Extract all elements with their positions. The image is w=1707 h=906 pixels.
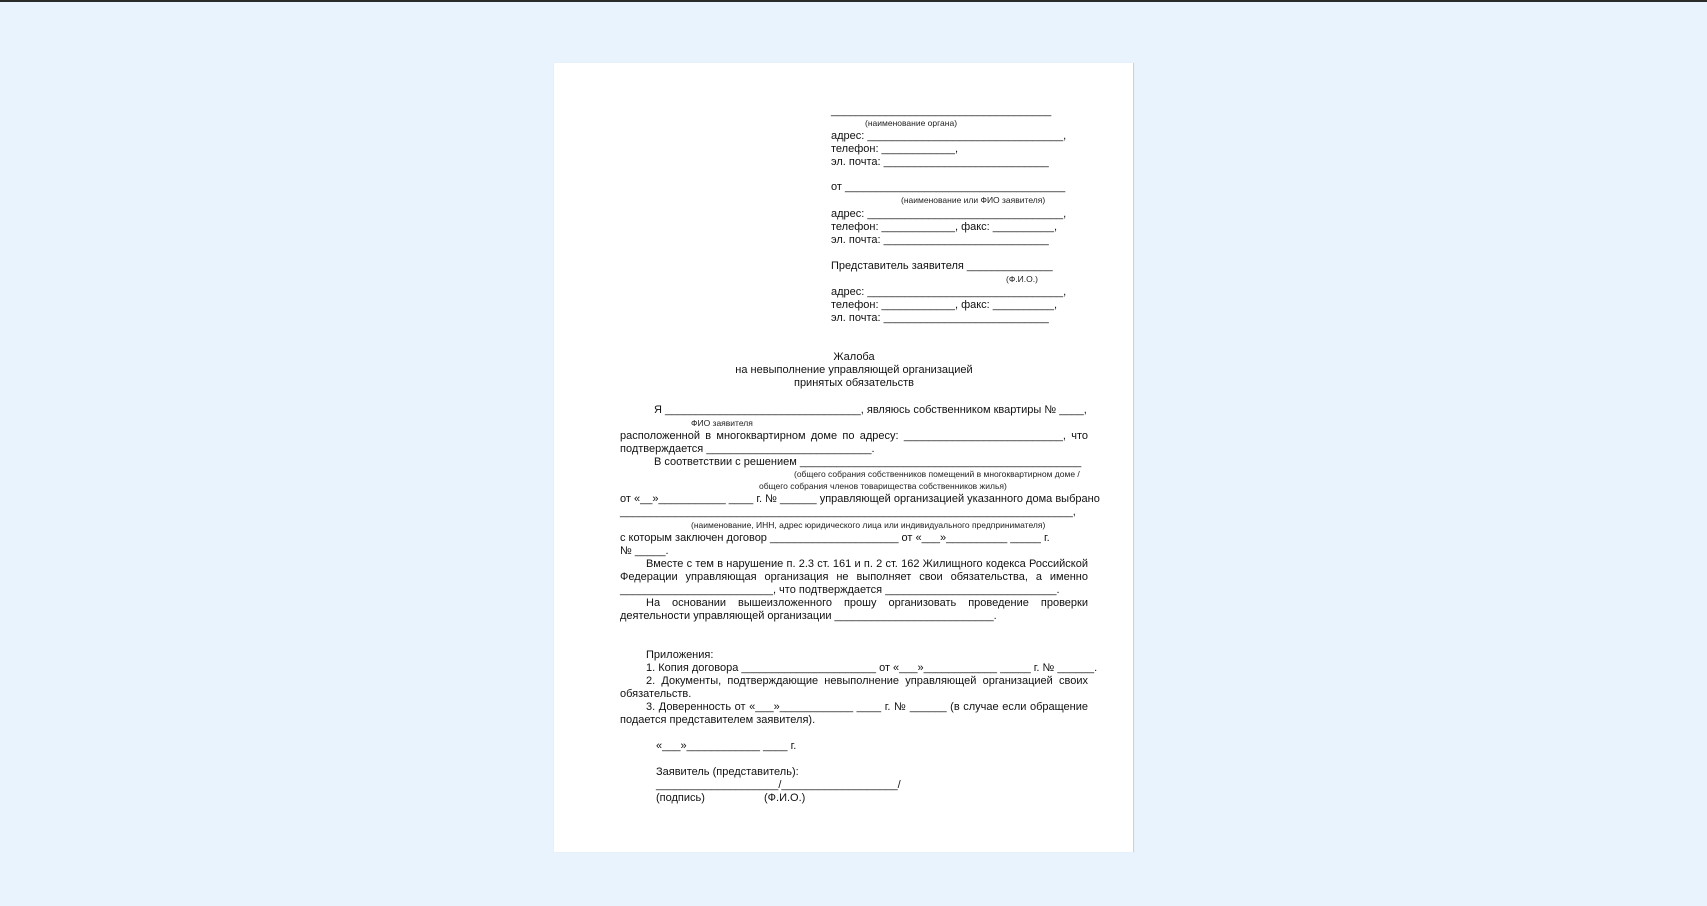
attachments-heading: Приложения:: [646, 649, 714, 661]
p1-line-3: подтверждается ___________________________.: [620, 443, 875, 455]
applicant-email: эл. почта: ___________________________: [831, 234, 1049, 246]
signature-label: (подпись): [656, 792, 705, 804]
attachment-item-2: 2. Документы, подтверждающие невыполнение управляющей организацией своих: [646, 675, 1088, 687]
window-top-border: [0, 0, 1707, 2]
p2-decision-hint-2: общего собрания членов товарищества собственников жилья): [759, 481, 1007, 491]
p4-line-2: деятельности управляющей организации __________________________.: [620, 610, 997, 622]
signature-who: Заявитель (представитель):: [656, 766, 799, 778]
p3-line-1: Вместе с тем в нарушение п. 2.3 ст. 161 и п. 2 ст. 162 Жилищного кодекса Российской: [646, 558, 1088, 570]
attachment-item-3-cont: подается представителем заявителя).: [620, 714, 816, 726]
applicant-address: адрес: ________________________________,: [831, 208, 1067, 220]
attachment-item-3: 3. Доверенность от «___»____________ ____ г. № ______ (в случае если обращение: [646, 701, 1088, 713]
p2-decision-hint-1: (общего собрания собственников помещений в многоквартирном доме /: [794, 469, 1080, 479]
organ-name-line: ____________________________________: [831, 105, 1052, 117]
attachment-item-2-cont: обязательств.: [620, 688, 692, 700]
organ-name-hint: (наименование органа): [865, 118, 958, 128]
organ-phone: телефон: ____________,: [831, 143, 959, 155]
representative-phone-fax: телефон: ____________, факс: __________,: [831, 299, 1058, 311]
signature-lines: ____________________/___________________/: [656, 779, 901, 791]
applicant-name-line: от ____________________________________: [831, 181, 1066, 193]
p1-line-1: Я ________________________________, являюсь собственником квартиры № ____,: [654, 404, 1087, 416]
attachment-item-1: 1. Копия договора ______________________ от «___»____________ _____ г. № ______.: [646, 662, 1098, 674]
document-title: Жалоба: [833, 351, 875, 363]
p4-line-1: На основании вышеизложенного прошу организовать проведение проверки: [646, 597, 1088, 609]
p2-line-1: В соответствии с решением ______________________________________________: [654, 456, 1082, 468]
organ-address: адрес: ________________________________,: [831, 130, 1067, 142]
p1-line-2: расположенной в многоквартирном доме по адресу: __________________________, что: [620, 430, 1088, 442]
organ-email: эл. почта: ___________________________: [831, 156, 1049, 168]
fio-label: (Ф.И.О.): [764, 792, 806, 804]
p2-line-3: __________________________________________________________________________,: [620, 506, 1076, 518]
representative-email: эл. почта: ___________________________: [831, 312, 1049, 324]
signature-date: «___»____________ ____ г.: [656, 740, 797, 752]
representative-line: Представитель заявителя ______________: [831, 260, 1053, 272]
representative-fio-hint: (Ф.И.О.): [1006, 274, 1038, 284]
p2-line-4: с которым заключен договор _____________________ от «___»__________ _____ г.: [620, 532, 1050, 544]
p3-line-3: _________________________, что подтверждается ____________________________.: [620, 584, 1060, 596]
applicant-name-hint: (наименование или ФИО заявителя): [901, 195, 1046, 205]
applicant-phone-fax: телефон: ____________, факс: __________,: [831, 221, 1058, 233]
p3-line-2: Федерации управляющая организация не выполняет свои обязательства, а именно: [620, 571, 1088, 583]
p2-line-5: № _____.: [620, 545, 669, 557]
document-subtitle-1: на невыполнение управляющей организацией: [735, 364, 973, 376]
p2-line-2: от «__»___________ ____ г. № ______ управляющей организацией указанного дома выбрано: [620, 493, 1100, 505]
document-page: [554, 63, 1134, 852]
p1-fio-hint: ФИО заявителя: [691, 418, 753, 428]
document-subtitle-2: принятых обязательств: [793, 377, 914, 389]
representative-address: адрес: ________________________________,: [831, 286, 1067, 298]
p2-company-hint: (наименование, ИНН, адрес юридического лица или индивидуального предпринимателя): [691, 520, 1046, 530]
